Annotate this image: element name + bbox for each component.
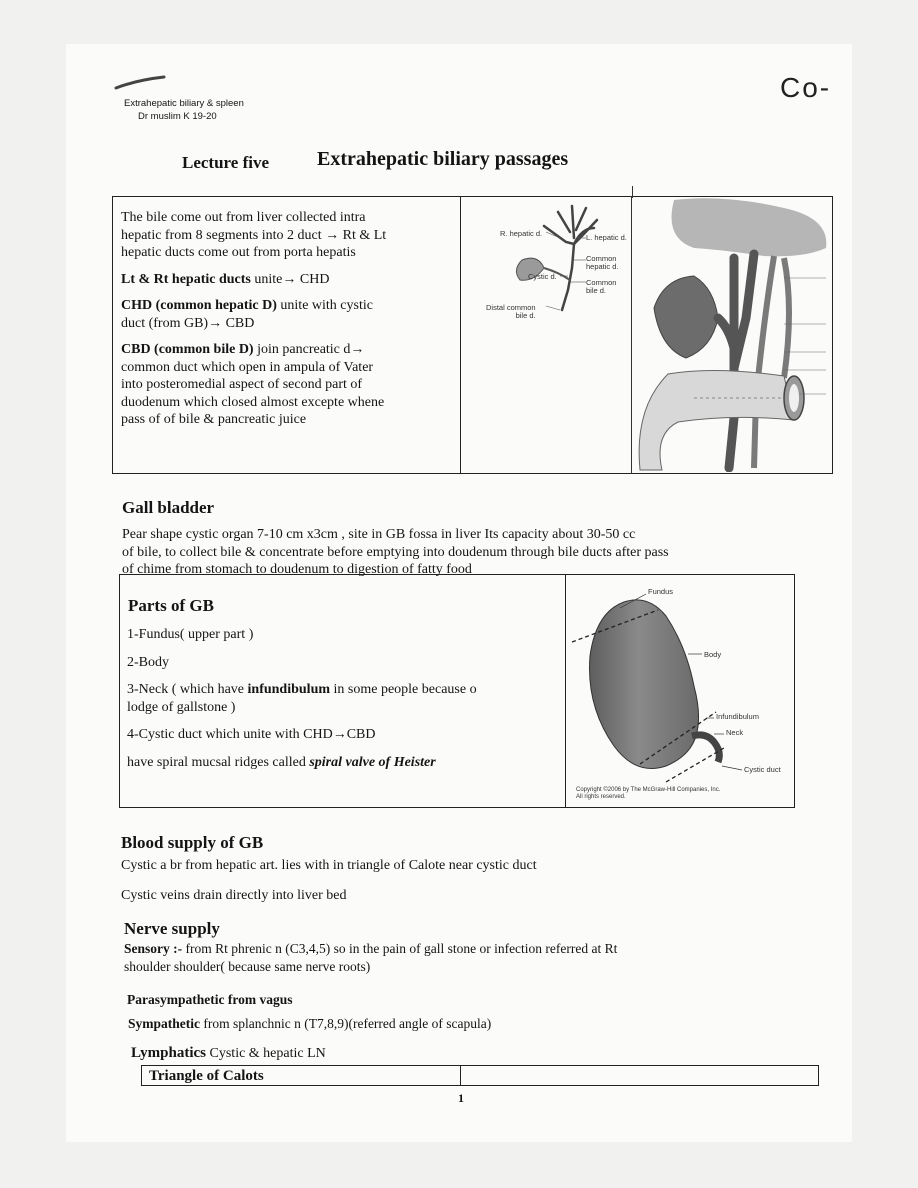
intro-line: hepatic from 8 segments into 2 duct → Rt & Lt	[121, 227, 387, 243]
lymphatics-line: Lymphatics Cystic & hepatic LN	[131, 1045, 326, 1061]
image-divider	[631, 196, 632, 474]
label-distal-common-bile: Distal common bile d.	[486, 303, 536, 320]
gall-bladder-heading: Gall bladder	[122, 498, 215, 517]
lecture-label: Lecture five	[182, 153, 270, 172]
anatomy-illustration	[634, 198, 830, 472]
intro-chd: CHD (common hepatic D) unite with cystic	[121, 298, 373, 313]
parasympathetic-line: Parasympathetic from vagus	[127, 992, 293, 1007]
page-title: Extrahepatic biliary passages	[317, 148, 569, 170]
label-cystic: Cystic d.	[528, 272, 557, 281]
cystic-duct-shape	[692, 735, 719, 762]
intro-hepatic-ducts: Lt & Rt hepatic ducts unite→ CHD	[121, 271, 330, 287]
label-common-bile: Common bile d.	[586, 278, 617, 295]
intro-cbd: CBD (common bile D) join pancreatic d→	[121, 342, 365, 357]
intro-divider	[460, 196, 461, 474]
label-fundus: Fundus	[648, 587, 674, 596]
calots-table-cell-1: Triangle of Calots	[149, 1068, 264, 1084]
parts-heading: Parts of GB	[128, 596, 214, 615]
intro-text	[121, 209, 456, 429]
gallbladder-shape	[590, 600, 699, 769]
part-body: 2-Body	[127, 654, 169, 670]
gallbladder-illustration	[654, 276, 718, 358]
sensory-text	[124, 940, 794, 975]
corner-handwritten-mark: Co-	[780, 72, 832, 103]
part-spiral-valve: have spiral mucsal ridges called spiral valve of Heister	[127, 754, 436, 770]
blood-line-veins: Cystic veins drain directly into liver bed	[121, 888, 347, 903]
liver-shape	[672, 198, 827, 256]
intro-line: common duct which open in ampula of Vater	[121, 359, 374, 375]
header-author: Dr muslim K 19-20	[138, 111, 217, 122]
page-number: 1	[458, 1091, 464, 1105]
divider-tick	[632, 186, 633, 198]
header-course: Extrahepatic biliary & spleen	[124, 98, 244, 109]
intro-line: duodenum which closed almost excepte whene	[121, 394, 385, 410]
label-r-hepatic: R. hepatic d.	[500, 229, 543, 238]
label-l-hepatic: L. hepatic d.	[586, 233, 627, 242]
label-body: Body	[704, 650, 722, 659]
sensory-line2: shoulder shoulder( because same nerve roots)	[124, 958, 371, 974]
duodenum-shape	[639, 370, 794, 470]
intro-line: hepatic ducts come out from porta hepatis	[121, 245, 356, 260]
sympathetic-line: Sympathetic from splanchnic n (T7,8,9)(referred angle of scapula)	[128, 1016, 492, 1031]
gb-line: Pear shape cystic organ 7-10 cm x3cm , site in GB fossa in liver Its capacity about 30-50 cc	[122, 527, 636, 542]
blood-line-artery: Cystic a br from hepatic art. lies with in triangle of Calote near cystic duct	[121, 858, 537, 873]
sensory-line: Sensory :- from Rt phrenic n (C3,4,5) so in the pain of gall stone or infection referred at Rt	[124, 941, 618, 956]
label-common-hepatic: Common hepatic d.	[586, 254, 619, 271]
intro-line: duct (from GB)→ CBD	[121, 315, 255, 331]
gb-line: of chime from stomach to doudenum to digestion of fatty food	[122, 562, 472, 577]
calots-table-divider	[460, 1065, 461, 1086]
label-neck: Neck	[726, 728, 744, 737]
intro-line: into posteromedial aspect of second part of	[121, 377, 363, 392]
nerve-supply-heading: Nerve supply	[124, 919, 220, 938]
parts-list	[127, 626, 564, 771]
pen-stroke-mark	[112, 74, 172, 92]
blood-supply-heading: Blood supply of GB	[121, 833, 264, 852]
copyright-note: Copyright ©2006 by The McGraw-Hill Companies, Inc. All rights reserved.	[576, 787, 721, 800]
intro-line: pass of of bile & pancreatic juice	[121, 412, 307, 427]
part-neck: 3-Neck ( which have infundibulum in some people because o	[127, 682, 477, 697]
part-neck-line2: lodge of gallstone )	[127, 699, 236, 715]
gall-bladder-text	[122, 526, 802, 579]
label-cystic-duct: Cystic duct	[744, 765, 781, 774]
part-fundus: 1-Fundus( upper part )	[127, 627, 254, 642]
intro-line: The bile come out from liver collected intra	[121, 210, 366, 225]
gb-line: of bile, to collect bile & concentrate before emptying into doudenum through bile ducts after pass	[122, 544, 669, 560]
part-cystic-duct: 4-Cystic duct which unite with CHD→CBD	[127, 727, 376, 742]
label-infundibulum: Infundibulum	[716, 712, 759, 721]
